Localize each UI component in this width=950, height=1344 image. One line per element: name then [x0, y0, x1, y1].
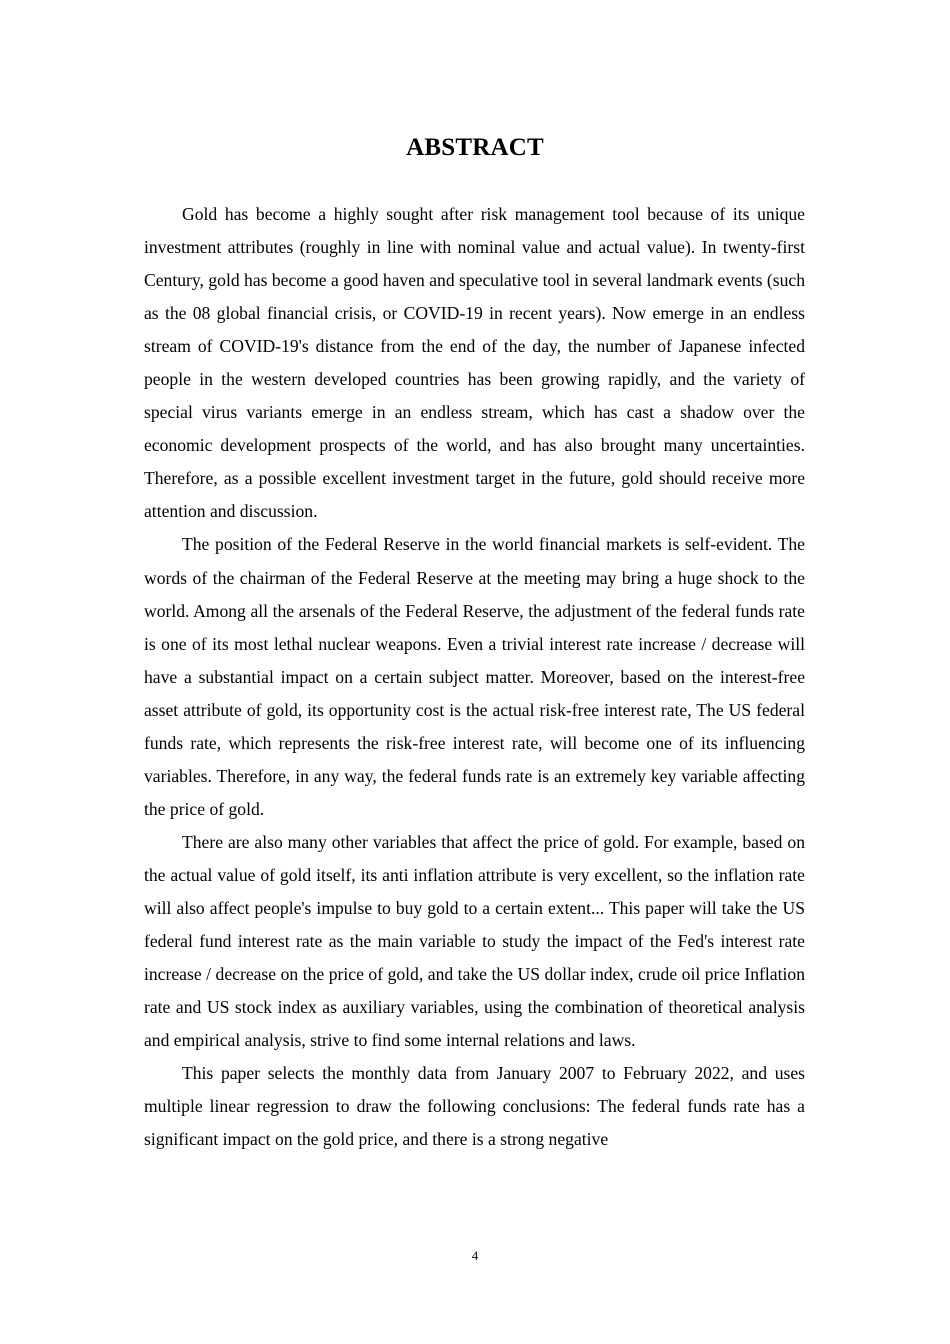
paragraph: Gold has become a highly sought after risk management tool because of its unique investment attributes (roughly in line with nominal value and actual value). In twenty-first Century, gold has become a good haven and speculative tool in several landmark events (such as the 08 global financial crisis, or COVID-19 in recent years). Now emerge in an endless stream of COVID-19's distance from the end of the day, the number of Japanese infected people in the western developed countries has been growing rapidly, and the variety of special virus variants emerge in an endless stream, which has cast a shadow over the economic development prospects of the world, and has also brought many uncertainties. Therefore, as a possible excellent investment target in the future, gold should receive more attention and discussion.: [144, 204, 805, 522]
paragraph: This paper selects the monthly data from January 2007 to February 2022, and uses multiple linear regression to draw the following conclusions: The federal funds rate has a significant impact on the gold price, and there is a strong negative: [144, 1063, 805, 1150]
paragraph: The position of the Federal Reserve in the world financial markets is self-evident. The words of the chairman of the Federal Reserve at the meeting may bring a huge shock to the world. Among all the arsenals of the Federal Reserve, the adjustment of the federal funds rate is one of its most lethal nuclear weapons. Even a trivial interest rate increase / decrease will have a substantial impact on a certain subject matter. Moreover, based on the interest-free asset attribute of gold, its opportunity cost is the actual risk-free interest rate, The US federal funds rate, which represents the risk-free interest rate, will become one of its influencing variables. Therefore, in any way, the federal funds rate is an extremely key variable affecting the price of gold.: [144, 534, 805, 819]
abstract-body: [144, 198, 805, 1156]
page-number: 4: [471, 1248, 479, 1263]
paragraph: There are also many other variables that affect the price of gold. For example, based on the actual value of gold itself, its anti inflation attribute is very excellent, so the inflation rate will also affect people's impulse to buy gold to a certain extent... This paper will take the US federal fund interest rate as the main variable to study the impact of the Fed's interest rate increase / decrease on the price of gold, and take the US dollar index, crude oil price Inflation rate and US stock index as auxiliary variables, using the combination of theoretical analysis and empirical analysis, strive to find some internal relations and laws.: [144, 831, 805, 1051]
page-title: ABSTRACT: [406, 133, 544, 161]
